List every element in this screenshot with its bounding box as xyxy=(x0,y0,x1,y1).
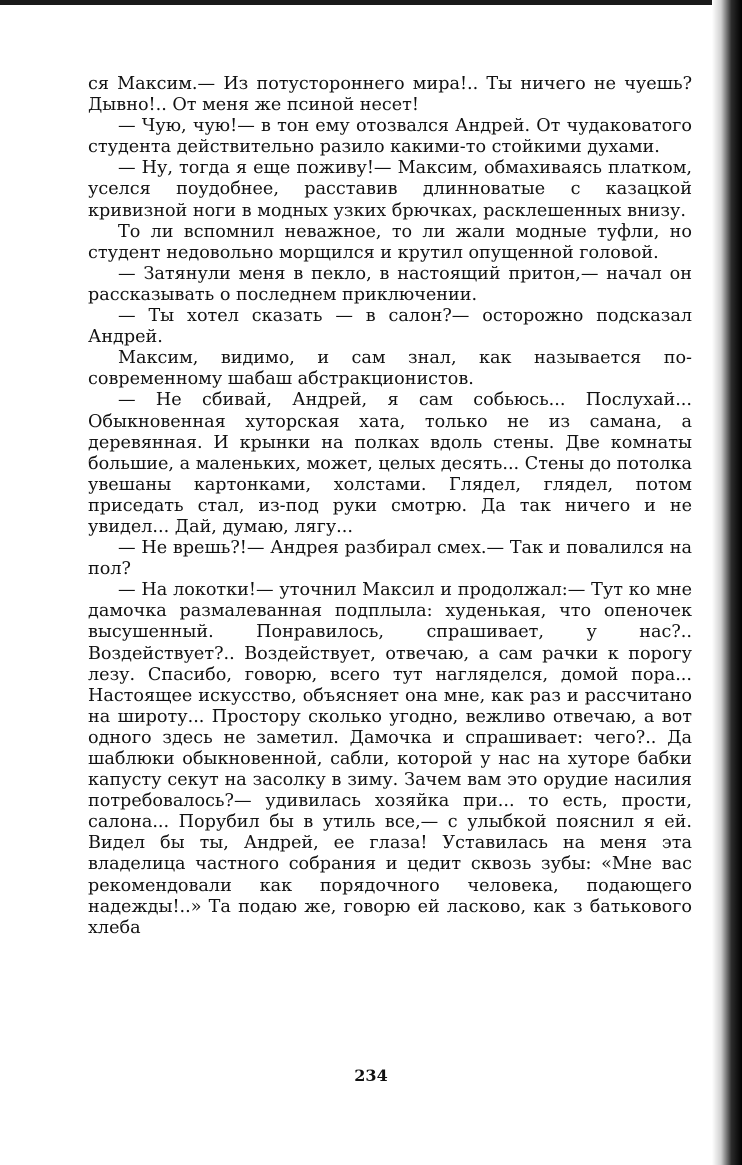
paragraph-1: ся Максим.— Из потустороннего мира!.. Ты ничего не чуешь? Дывно!.. От меня же псиной несет! xyxy=(88,74,692,116)
paragraph-10: — На локотки!— уточнил Максил и продолжал:— Тут ко мне дамочка размалеванная подплыла: худенькая, что опеночек высушенный. Понравилось, спрашивает, у нас?.. Воздействует?.. Воздействует, отвечаю, а сам рачки к порогу лезу. Спасибо, говорю, всего тут нагляделся, домой пора... Настоящее искусство, объясняет она мне, как раз и рассчитано на широту... Простору сколько угодно, вежливо отвечаю, а вот одного здесь не заметил. Дамочка и спрашивает: чего?.. Да шаблюки обыкновенной, сабли, которой у нас на хуторе бабки капусту секут на засолку в зиму. Зачем вам это орудие насилия потребовалось?— удивилась хозяйка при... то есть, прости, салона... Порубил бы в утиль все,— с улыбкой пояснил я ей. Видел бы ты, Андрей, ее глаза! Уставилась на меня эта владелица частного собрания и цедит сквозь зубы: «Мне вас рекомендовали как порядочного человека, подающего надежды!..» Та подаю же, говорю ей ласково, как з батькового хлеба xyxy=(88,580,692,938)
scan-right-edge xyxy=(712,0,742,1165)
book-page-text xyxy=(88,74,692,939)
paragraph-7: Максим, видимо, и сам знал, как называется по-современному шабаш абстракционистов. xyxy=(88,348,692,390)
page-number: 234 xyxy=(354,1066,388,1085)
scan-top-edge xyxy=(0,0,742,5)
paragraph-4: То ли вспомнил неважное, то ли жали модные туфли, но студент недовольно морщился и крутил опущенной головой. xyxy=(88,221,692,263)
paragraph-3: — Ну, тогда я еще поживу!— Максим, обмахиваясь платком, уселся поудобнее, расставив длинноватые с казацкой кривизной ноги в модных узких брючках, расклешенных внизу. xyxy=(88,158,692,221)
paragraph-6: — Ты хотел сказать — в салон?— осторожно подсказал Андрей. xyxy=(88,306,692,348)
paragraph-9: — Не врешь?!— Андрея разбирал смех.— Так и повалился на пол? xyxy=(88,538,692,580)
paragraph-5: — Затянули меня в пекло, в настоящий притон,— начал он рассказывать о последнем приключении. xyxy=(88,263,692,305)
paragraph-8: — Не сбивай, Андрей, я сам собьюсь... Послухай... Обыкновенная хуторская хата, только не из самана, а деревянная. И крынки на полках вдоль стены. Две комнаты большие, а маленьких, может, целых десять... Стены до потолка увешаны картонками, холстами. Глядел, глядел, потом приседать стал, из-под руки смотрю. Да так ничего и не увидел... Дай, думаю, лягу... xyxy=(88,390,692,537)
paragraph-2: — Чую, чую!— в тон ему отозвался Андрей. От чудаковатого студента действительно разило какими-то стойкими духами. xyxy=(88,116,692,158)
